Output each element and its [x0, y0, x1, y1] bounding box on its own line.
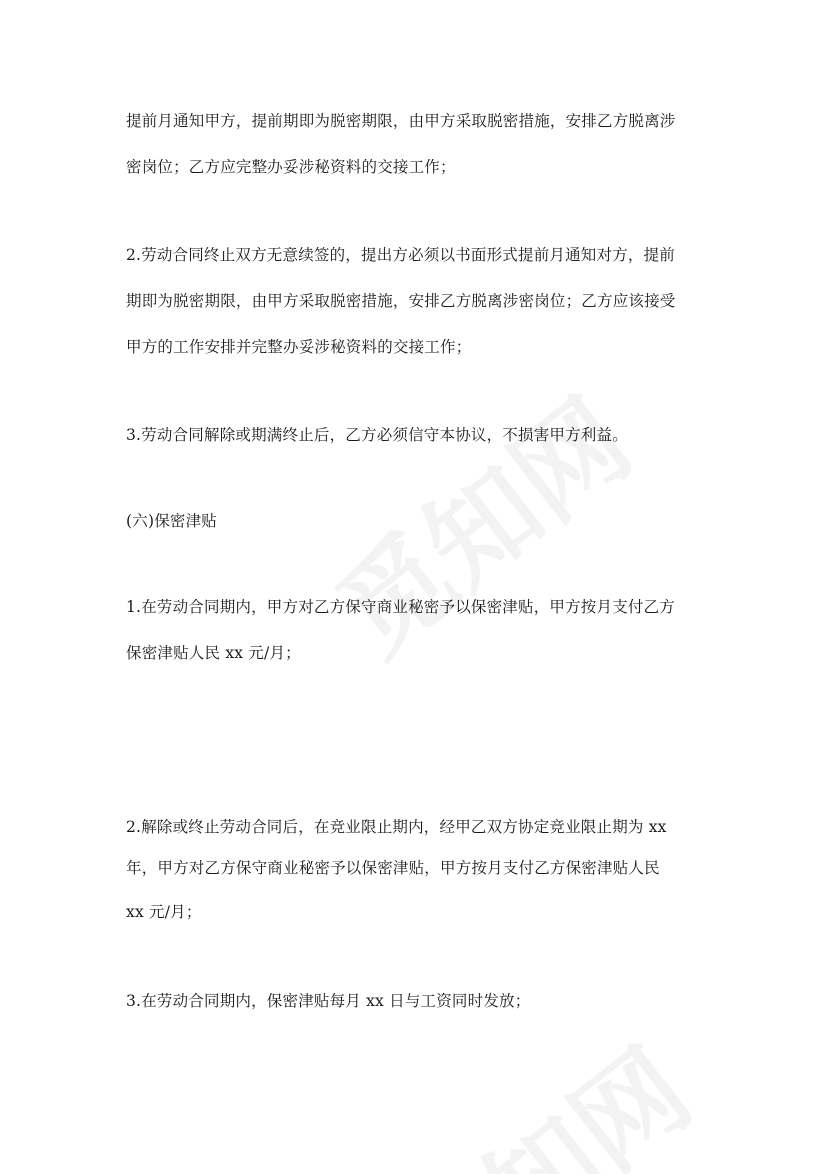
- paragraph-line: 3.劳动合同解除或期满终止后，乙方必须信守本协议，不损害甲方利益。: [126, 426, 628, 444]
- paragraph-line: 3.在劳动合同期内，保密津贴每月 xx 日与工资同时发放；: [126, 992, 531, 1010]
- watermark: [300, 357, 657, 685]
- paragraph-line: 保密津贴人民 xx 元/月；: [126, 644, 301, 662]
- paragraph-line: 提前月通知甲方，提前期即为脱密期限，由甲方采取脱密措施，安排乙方脱离涉: [126, 112, 676, 130]
- paragraph-line: 密岗位；乙方应完整办妥涉秘资料的交接工作；: [126, 158, 456, 176]
- paragraph-line: xx 元/月；: [126, 903, 202, 921]
- paragraph-line: 期即为脱密期限，由甲方采取脱密措施，安排乙方脱离涉密岗位；乙方应该接受: [126, 292, 676, 310]
- paragraph-line: 年，甲方对乙方保守商业秘密予以保密津贴，甲方按月支付乙方保密津贴人民: [126, 859, 660, 877]
- watermark: [360, 1007, 717, 1174]
- section-heading: (六)保密津贴: [126, 512, 217, 530]
- paragraph-line: 1.在劳动合同期内，甲方对乙方保守商业秘密予以保密津贴，甲方按月支付乙方: [126, 598, 675, 616]
- paragraph-line: 甲方的工作安排并完整办妥涉秘资料的交接工作；: [126, 338, 472, 356]
- paragraph-line: 2.劳动合同终止双方无意续签的，提出方必须以书面形式提前月通知对方，提前: [126, 246, 675, 264]
- paragraph-line: 2.解除或终止劳动合同后，在竞业限止期内，经甲乙双方协定竞业限止期为 xx: [126, 818, 667, 836]
